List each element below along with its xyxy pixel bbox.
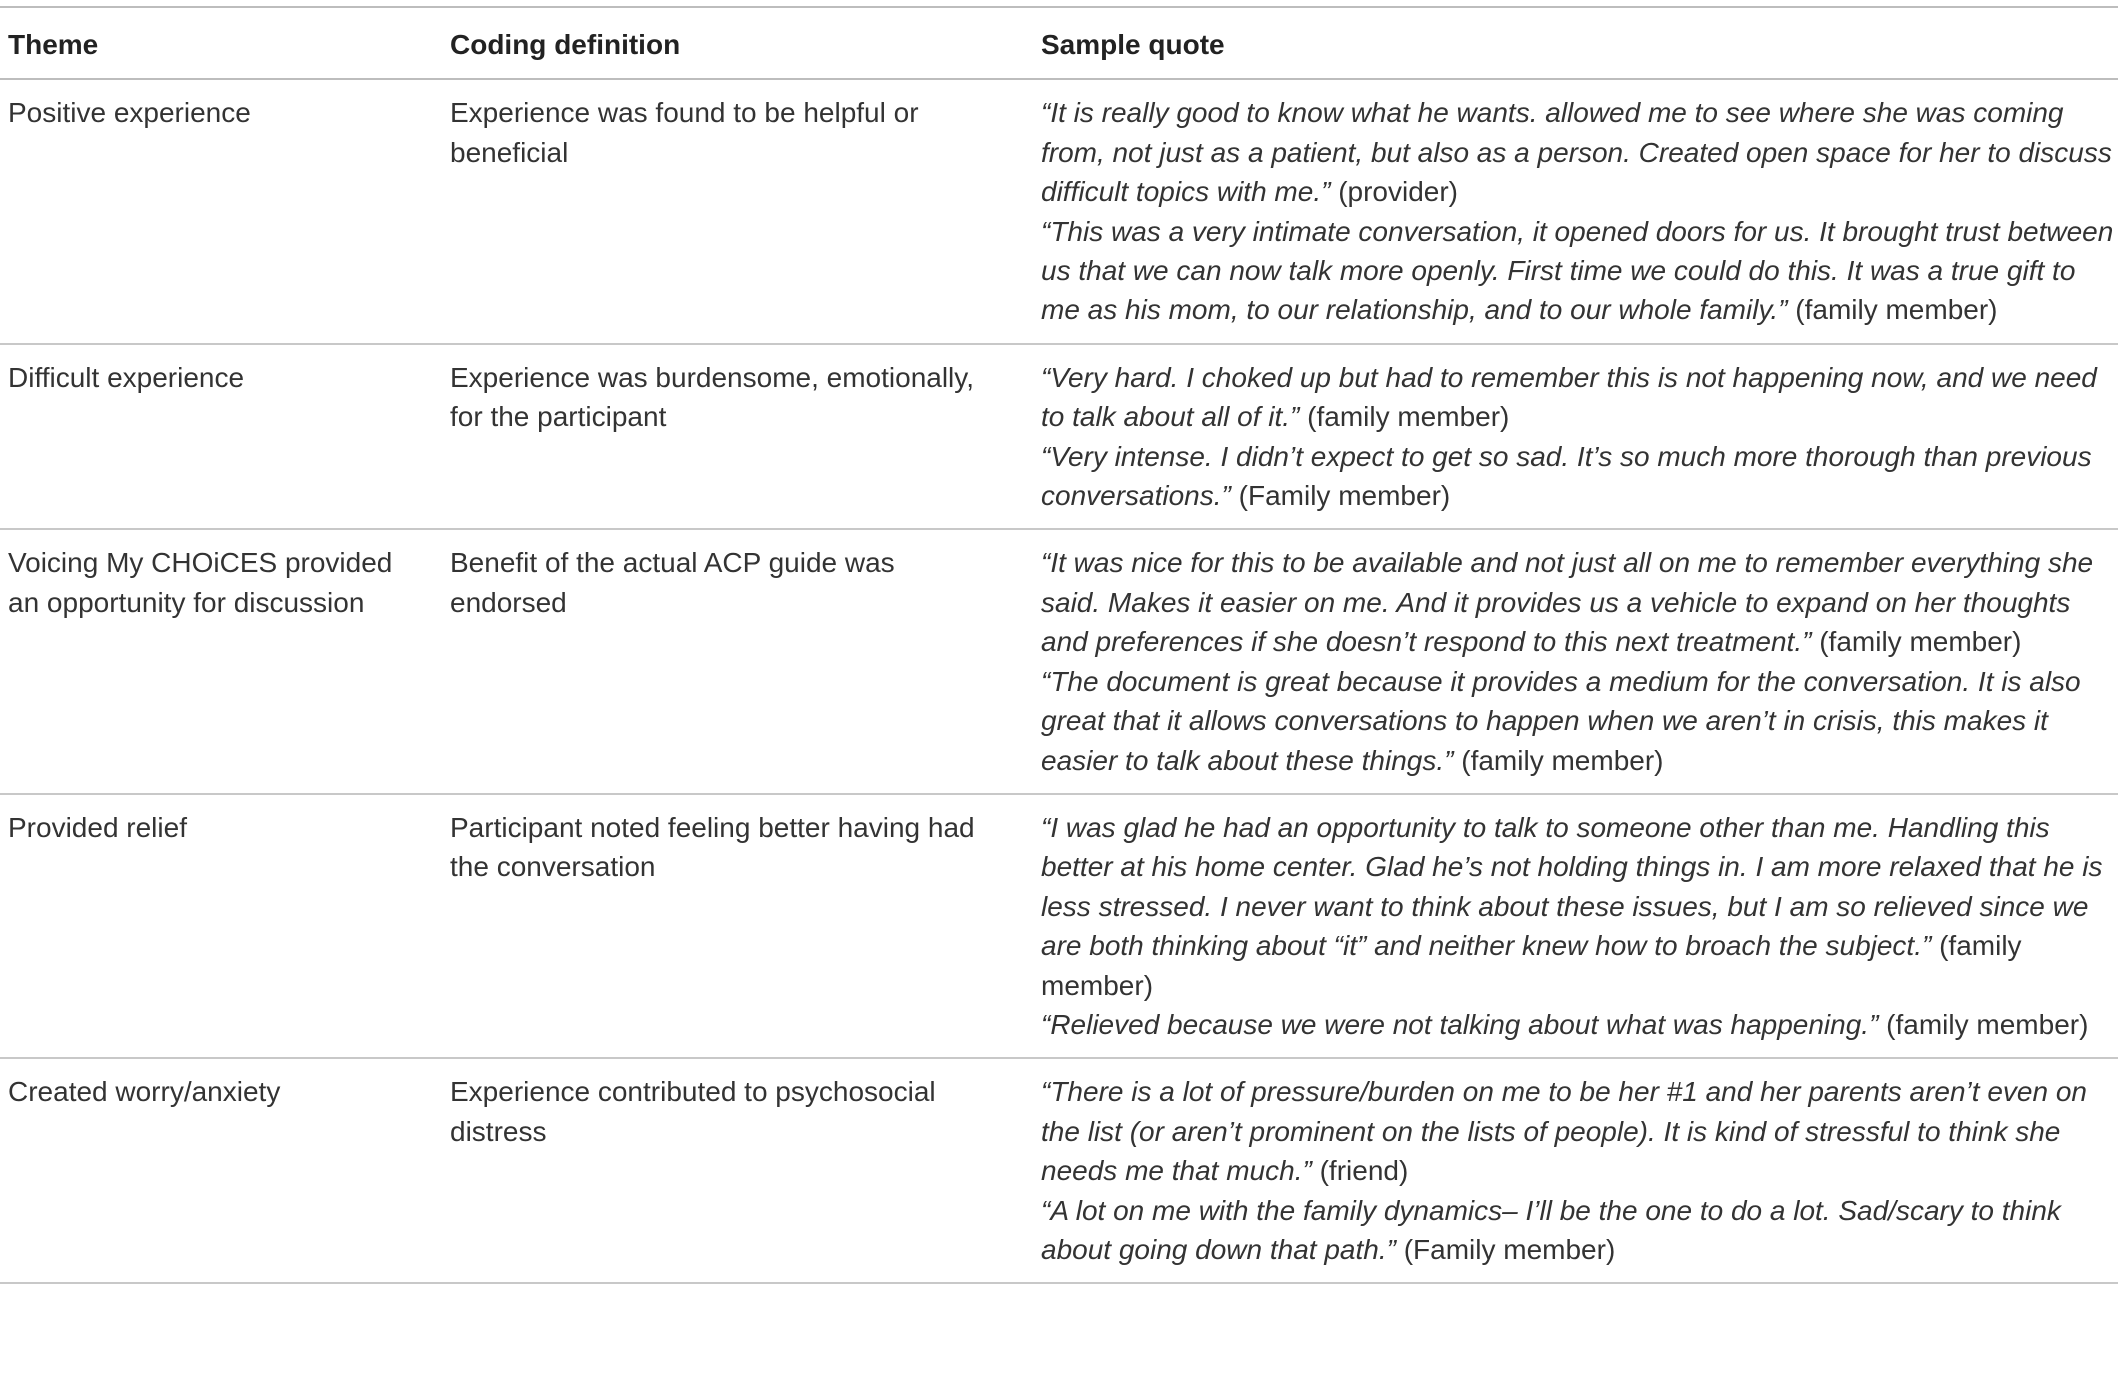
- quote-text: “I was glad he had an opportunity to talk to someone other than me. Handling this better at his home center. Glad he’s not holding things in. I am more relaxed that he is less stressed. I never want to think about these issues, but I am so relieved since we are both thinking about “it” and neither knew how to broach the subject.”: [1041, 811, 2103, 962]
- table-row: [0, 1058, 2118, 1283]
- definition-cell: Benefit of the actual ACP guide was endorsed: [450, 547, 895, 618]
- quote-source: (family member): [1453, 744, 1664, 776]
- definition-cell: Experience was burdensome, emotionally, for the participant: [450, 361, 974, 433]
- table-row: [0, 344, 2118, 530]
- quote-source: (family member): [1811, 626, 2022, 658]
- quote-source: (friend): [1311, 1155, 1409, 1187]
- quote-text: “This was a very intimate conversation, it opened doors for us. It brought trust between us that we can now talk more openly. First time we could do this. It was a true gift to me as his mom, to our relationship, and to our whole family.”: [1041, 215, 2114, 326]
- quote-cell: [1033, 344, 2118, 530]
- quote-entry: [1041, 212, 2118, 330]
- quote-text: “Relieved because we were not talking about what was happening.”: [1041, 1008, 1879, 1040]
- quote-source: (Family member): [1395, 1233, 1616, 1265]
- quote-entry: [1041, 1191, 2118, 1270]
- quote-cell: [1033, 529, 2118, 793]
- header-row: [0, 7, 2118, 79]
- quote-source: (provider): [1330, 176, 1459, 208]
- quote-source: (family member): [1299, 401, 1510, 433]
- quote-cell: [1033, 79, 2118, 343]
- theme-cell: Positive experience: [8, 97, 251, 129]
- theme-cell: Provided relief: [8, 811, 187, 843]
- quote-text: “It is really good to know what he wants. allowed me to see where she was coming from, not just as a patient, but also as a person. Created open space for her to discuss difficult topics with me.”: [1041, 97, 2112, 208]
- table-row: [0, 529, 2118, 793]
- quote-text: “Very intense. I didn’t expect to get so sad. It’s so much more thorough than previous conversations.”: [1041, 440, 2092, 512]
- definition-cell: Experience contributed to psychosocial distress: [450, 1076, 936, 1147]
- quote-entry: [1041, 1005, 2118, 1044]
- quote-source: (family member): [1787, 294, 1998, 326]
- quote-source: (Family member): [1230, 480, 1451, 512]
- quote-entry: [1041, 437, 2118, 516]
- quote-source: (family member): [1041, 930, 2022, 1001]
- table-row: [0, 794, 2118, 1058]
- quote-source: (family member): [1878, 1008, 2089, 1040]
- definition-cell: Participant noted feeling better having had the conversation: [450, 811, 975, 883]
- quote-text: “There is a lot of pressure/burden on me to be her #1 and her parents aren’t even on the list (or aren’t prominent on the lists of people). It is kind of stressful to think she needs me that much.”: [1041, 1076, 2087, 1187]
- header-coding-definition: Coding definition: [450, 29, 681, 60]
- definition-cell: Experience was found to be helpful or beneficial: [450, 97, 919, 168]
- quote-text: “The document is great because it provides a medium for the conversation. It is also great that it allows conversations to happen when we aren’t in crisis, this makes it easier to talk about these things.”: [1041, 665, 2081, 776]
- quote-entry: [1041, 358, 2118, 437]
- quote-entry: [1041, 1072, 2118, 1190]
- theme-cell: Created worry/anxiety: [8, 1076, 281, 1108]
- themes-table: [0, 6, 2118, 1284]
- quote-entry: [1041, 662, 2118, 780]
- quote-cell: [1033, 1058, 2118, 1283]
- quote-entry: [1041, 543, 2118, 661]
- header-theme: Theme: [8, 29, 99, 60]
- quote-text: “A lot on me with the family dynamics– I’ll be the one to do a lot. Sad/scary to think about going down that path.”: [1041, 1194, 2061, 1265]
- quote-entry: [1041, 808, 2118, 1005]
- table-row: [0, 79, 2118, 343]
- table-header: [0, 7, 2118, 79]
- quote-entry: [1041, 93, 2118, 211]
- quote-text: “It was nice for this to be available and not just all on me to remember everything she said. Makes it easier on me. And it provides us a vehicle to expand on her thoughts and preferences if she doesn’t respond to this next treatment.”: [1041, 547, 2094, 658]
- table-body: [0, 79, 2118, 1283]
- header-sample-quote: Sample quote: [1041, 29, 1225, 60]
- quote-text: “Very hard. I choked up but had to remember this is not happening now, and we need to talk about all of it.”: [1041, 361, 2097, 433]
- theme-cell: Voicing My CHOiCES provided an opportunity for discussion: [8, 547, 393, 618]
- quote-cell: [1033, 794, 2118, 1058]
- theme-cell: Difficult experience: [8, 361, 245, 393]
